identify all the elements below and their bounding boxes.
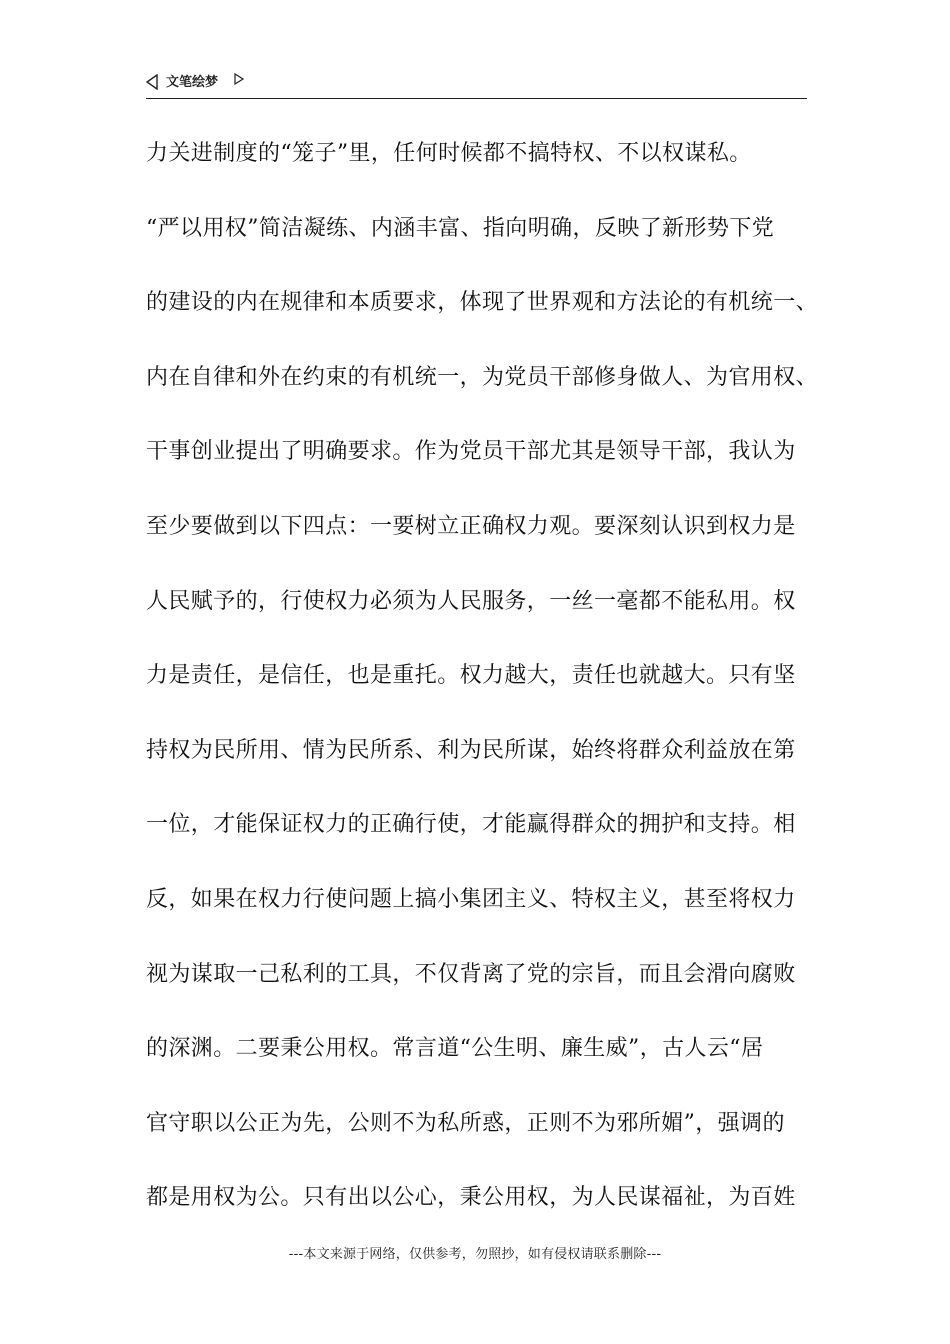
footer-notice: ---本文来源于网络，仅供参考，勿照抄，如有侵权请联系删除--- (288, 1247, 662, 1262)
text-line: 一位，才能保证权力的正确行使，才能赢得群众的拥护和支持。相 (146, 812, 796, 838)
text-line: 视为谋取一己私利的工具，不仅背离了党的宗旨，而且会滑向腐败 (146, 961, 796, 987)
text-line: 反，如果在权力行使问题上搞小集团主义、特权主义，甚至将权力 (146, 886, 796, 912)
text-line: 干事创业提出了明确要求。作为党员干部尤其是领导干部，我认为 (146, 439, 796, 465)
body-text (146, 126, 826, 1245)
text-line: 至少要做到以下四点：一要树立正确权力观。要深刻认识到权力是 (146, 513, 796, 539)
page-header (146, 72, 807, 99)
text-line: 内在自律和外在约束的有机统一，为党员干部修身做人、为官用权、 (146, 364, 819, 390)
triangle-left-icon (146, 74, 158, 90)
text-line: 都是用权为公。只有出以公心，秉公用权，为人民谋福祉，为百姓 (146, 1185, 796, 1211)
triangle-right-icon (234, 73, 244, 85)
text-line: “严以用权”简洁凝练、内涵丰富、指向明确，反映了新形势下党 (146, 215, 775, 241)
text-line: 官守职以公正为先，公则不为私所惑，正则不为邪所媚”，强调的 (146, 1110, 785, 1136)
text-line: 力是责任，是信任，也是重托。权力越大，责任也就越大。只有坚 (146, 663, 796, 689)
text-line: 力关进制度的“笼子”里，任何时候都不搞特权、不以权谋私。 (146, 141, 752, 166)
text-line: 的建设的内在规律和本质要求，体现了世界观和方法论的有机统一、 (146, 290, 819, 316)
header-title: 文笔绘梦 (166, 75, 219, 90)
text-line: 持权为民所用、情为民所系、利为民所谋，始终将群众利益放在第 (146, 737, 796, 763)
text-line: 人民赋予的，行使权力必须为人民服务，一丝一毫都不能私用。权 (146, 588, 796, 614)
text-line: 的深渊。二要秉公用权。常言道“公生明、廉生威”，古人云“居 (146, 1036, 764, 1062)
